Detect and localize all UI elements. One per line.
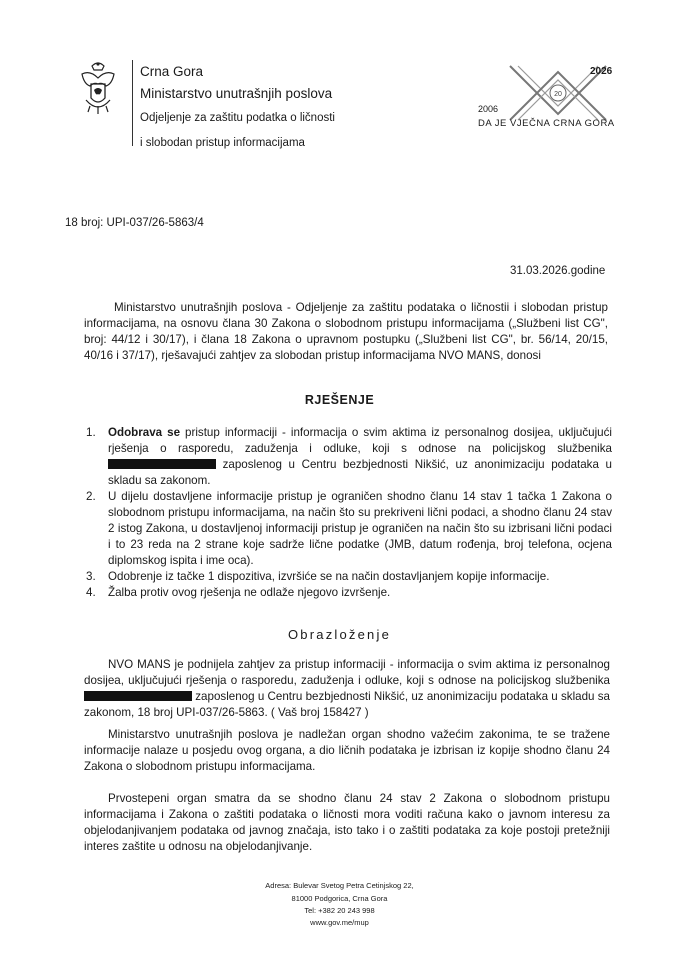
anniversary-motto: DA JE VJEČNA CRNA GORA xyxy=(478,118,615,129)
list-item-text: Žalba protiv ovog rješenja ne odlaže njegovo izvršenje. xyxy=(108,586,391,599)
footer-web[interactable]: www.gov.me/mup xyxy=(310,918,369,927)
reasoning-paragraph-2: Ministarstvo unutrašnjih poslova je nadležan organ shodno važećim zakonima, te se tražene informacije nalaze u posjedu ovog organa, a dio ličnih podataka je izbrisan iz kopije shodno članu 24 Zakona o slobodnom pristupu informacijama. xyxy=(84,728,610,773)
footer-phone: Tel: +382 20 243 998 xyxy=(304,906,375,915)
redaction-block xyxy=(108,459,216,469)
reference-number: 18 broj: UPI-037/26-5863/4 xyxy=(65,217,204,229)
reasoning-text: zaposlenog u Centru bezbjednosti Nikšić, uz anonimizaciju podataka u skladu sa zakonom, 18 broj UPI-037/26-5863. ( Vaš broj 158427 ) xyxy=(84,690,610,719)
list-item-text: zaposlenog u Centru bezbjednosti Nikšić, uz anonimizaciju podataka u skladu sa zakonom. xyxy=(108,458,612,487)
list-item-text: pristup informaciji - informacija o svim aktima iz personalnog dosijea, uključujući rješenja o rasporedu, zaduženja i odluke, koji s odnose na policijskog službenika xyxy=(108,426,612,455)
header-ministry: Ministarstvo unutrašnjih poslova xyxy=(140,86,333,101)
anniversary-year-start: 2006 xyxy=(478,104,499,114)
anniversary-emblem-number: 20 xyxy=(554,91,562,98)
decision-title: RJEŠENJE xyxy=(304,393,375,407)
list-item xyxy=(86,489,612,569)
anniversary-year-end: 2026 xyxy=(590,66,613,77)
footer-city: 81000 Podgorica, Crna Gora xyxy=(291,894,388,903)
list-item-number: 3. xyxy=(86,570,96,583)
list-item-number: 2. xyxy=(86,490,96,503)
header-department-line1: Odjeljenje za zaštitu podatka o ličnosti xyxy=(140,112,335,124)
document-date: 31.03.2026.godine xyxy=(510,265,606,277)
list-item-number: 4. xyxy=(86,586,96,599)
list-item-text: U dijelu dostavljene informacije pristup je ograničen shodno članu 14 stav 1 tačka 1 Zakona o slobodnom pristupu informacijama, na način što su prekriveni lični podaci, a shodno članu 24 stav 2 istog Zakona, u dostavljenoj informaciji pristup je ograničen na način što su izbrisani lični podaci i to 23 reda na 2 strane koje sadrže lične podatke (JMB, datum rođenja, broj telefona, ocjena diplomskog ispita i ime oca). xyxy=(108,490,612,567)
reasoning-title: Obrazloženje xyxy=(288,627,391,642)
coat-of-arms-icon xyxy=(78,60,118,116)
list-item-text: Odobrenje iz tačke 1 dispozitiva, izvršiće se na način dostavljanjem kopije informacije. xyxy=(108,570,550,583)
header-country: Crna Gora xyxy=(140,64,204,79)
footer-address: Adresa: Bulevar Svetog Petra Cetinjskog 22, xyxy=(265,881,414,890)
redaction-block xyxy=(84,691,192,701)
intro-paragraph: Ministarstvo unutrašnjih poslova - Odjeljenje za zaštitu podataka o ličnostii i slobodan pristup informacijama, na osnovu člana 30 Zakona o slobodnom pristupu informacijama („Službeni list CG", broj: 44/12 i 30/17), i člana 18 Zakona o upravnom postupku („Službeni list CG", br. 56/14, 20/15, 40/16 i 37/17), rješavajući zahtjev za slobodan pristup informacijama NVO MANS, donosi xyxy=(84,301,608,362)
decision-list xyxy=(86,425,612,601)
list-item-bold: Odobrava se xyxy=(108,426,181,439)
list-item xyxy=(86,585,612,601)
list-item xyxy=(86,425,612,489)
header-department-line2: i slobodan pristup informacijama xyxy=(140,137,305,149)
header-divider xyxy=(132,60,133,146)
reasoning-paragraph-3: Prvostepeni organ smatra da se shodno članu 24 stav 2 Zakona o slobodnom pristupu informacijama i Zakona o zaštiti podataka o ličnosti mora voditi računa kako o javnom interesu za objelodanjivanjem podataka od javnog značaja, isto tako i o zaštiti podataka za koje postoji pretežniji interes zaštite u odnosu na objelodanjivanje. xyxy=(84,792,610,853)
list-item xyxy=(86,569,612,585)
reasoning-text: NVO MANS je podnijela zahtjev za pristup informaciji - informacija o svim aktima iz personalnog dosijea, uključujući rješenja o rasporedu, zaduženja i odluke, koji s odnose na policijskog službenika xyxy=(84,658,610,687)
reasoning-paragraph-1 xyxy=(84,657,610,721)
list-item-number: 1. xyxy=(86,426,96,439)
